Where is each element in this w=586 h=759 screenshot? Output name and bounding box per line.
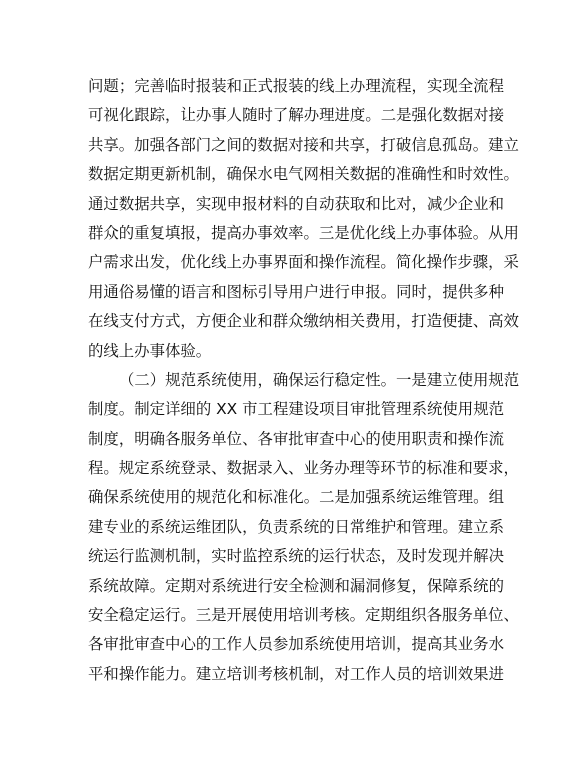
paragraph xyxy=(88,72,519,366)
text-line: 问题；完善临时报装和正式报装的线上办理流程，实现全流程 xyxy=(88,77,504,95)
text-line: 系统故障。定期对系统进行安全检测和漏洞修复，保障系统的 xyxy=(88,576,504,595)
text-line: 统运行监测机制，实时监控系统的运行状态，及时发现并解决 xyxy=(88,547,504,566)
text-line: 程。规定系统登录、数据录入、业务办理等环节的标准和要求， xyxy=(88,459,519,478)
text-line: 共享。加强各部门之间的数据对接和共享，打破信息孤岛。建立 xyxy=(88,135,519,154)
text-line: 安全稳定运行。三是开展使用培训考核。定期组织各服务单位、 xyxy=(88,606,519,625)
text-line: 群众的重复填报，提高办事效率。三是优化线上办事体验。从用 xyxy=(88,223,519,242)
text-line: 确保系统使用的规范化和标准化。二是加强系统运维管理。组 xyxy=(88,488,504,507)
text-line: 制度，明确各服务单位、各审批审查中心的使用职责和操作流 xyxy=(88,429,504,448)
text-line: 用通俗易懂的语言和图标引导用户进行申报。同时，提供多种 xyxy=(88,282,504,301)
text-line: 建专业的系统运维团队，负责系统的日常维护和管理。建立系 xyxy=(88,517,504,536)
text-line: 的线上办事体验。 xyxy=(88,341,212,360)
text-line: 通过数据共享，实现申报材料的自动获取和比对，减少企业和 xyxy=(88,194,504,213)
text-line: 可视化跟踪，让办事人随时了解办理进度。二是强化数据对接 xyxy=(88,106,504,125)
text-line: （二）规范系统使用，确保运行稳定性。一是建立使用规范 xyxy=(119,370,520,389)
text-line: 数据定期更新机制，确保水电气网相关数据的准确性和时效性。 xyxy=(88,165,519,184)
text-line: 制度。制定详细的 XX 市工程建设项目审批管理系统使用规范 xyxy=(88,400,504,419)
text-line: 户需求出发，优化线上办事界面和操作流程。简化操作步骤，采 xyxy=(88,253,519,272)
paragraph xyxy=(88,366,520,689)
text-line: 平和操作能力。建立培训考核机制，对工作人员的培训效果进 xyxy=(88,664,504,683)
text-line: 各审批审查中心的工作人员参加系统使用培训，提高其业务水 xyxy=(88,635,504,654)
body-text xyxy=(88,72,520,689)
text-line: 在线支付方式，方便企业和群众缴纳相关费用，打造便捷、高效 xyxy=(88,312,519,331)
